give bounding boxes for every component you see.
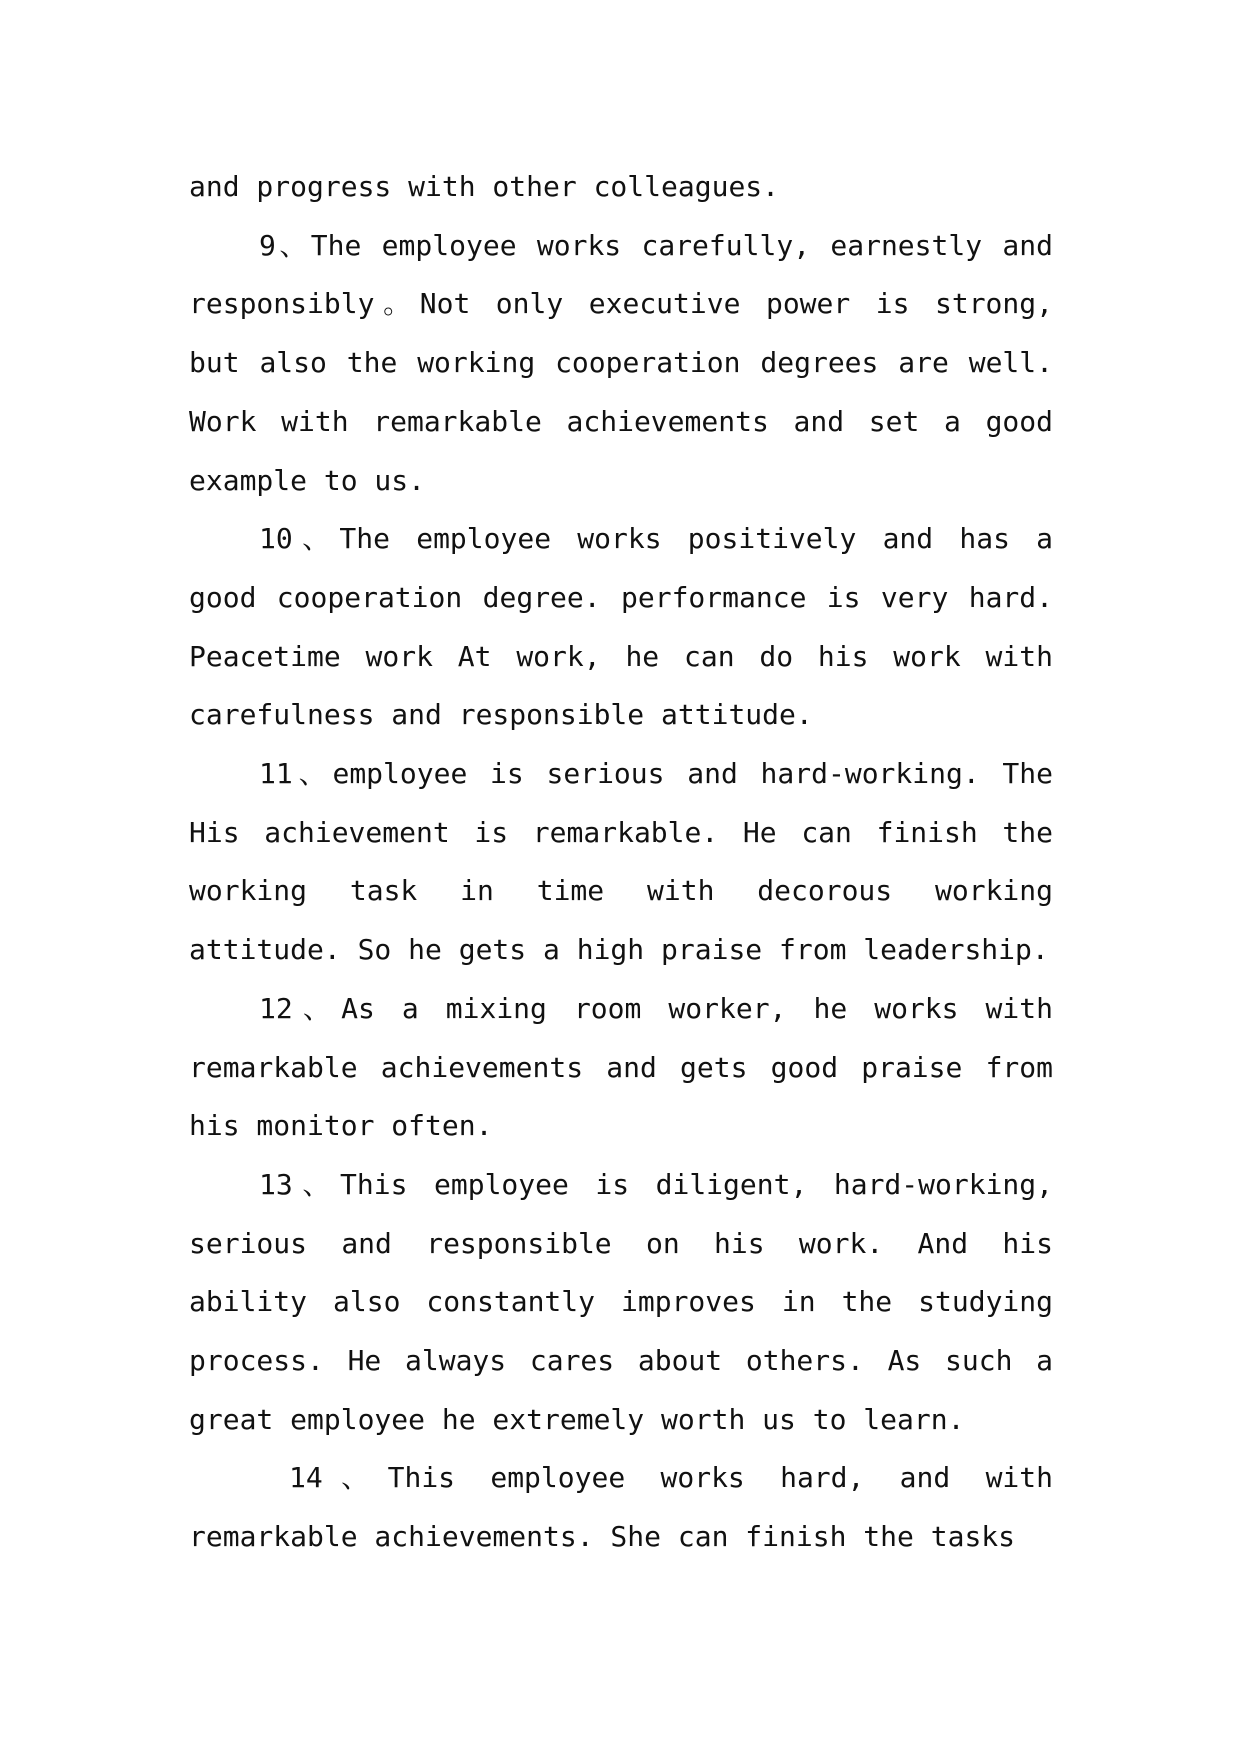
paragraph-item-13: 13、This employee is diligent, hard-working, serious and responsible on his work. And his ability also constantly improves in the studying process. He always cares about others. As such a great employee he extremely worth us to learn. [189,1167,1053,1436]
paragraph-continuation: and progress with other colleagues. [189,170,780,203]
paragraph-item-9: 9、The employee works carefully, earnestly and responsibly。Not only executive power is strong, but also the working cooperation degrees are well. Work with remarkable achievements and set a good example to us. [189,228,1053,497]
paragraph-item-10: 10、The employee works positively and has a good cooperation degree. performance is very hard. Peacetime work At work, he can do his work with carefulness and responsible attitude. [189,522,1053,732]
paragraph-item-11: 11、employee is serious and hard-working. The His achievement is remarkable. He can finish the working task in time with decorous working attitude. So he gets a high praise from leadership. [189,757,1053,967]
document-body [189,158,1053,1567]
paragraph-item-12: 12、As a mixing room worker, he works with remarkable achievements and gets good praise from his monitor often. [189,991,1053,1143]
paragraph-item-14: 14、This employee works hard, and with remarkable achievements. She can finish the tasks [189,1461,1053,1554]
